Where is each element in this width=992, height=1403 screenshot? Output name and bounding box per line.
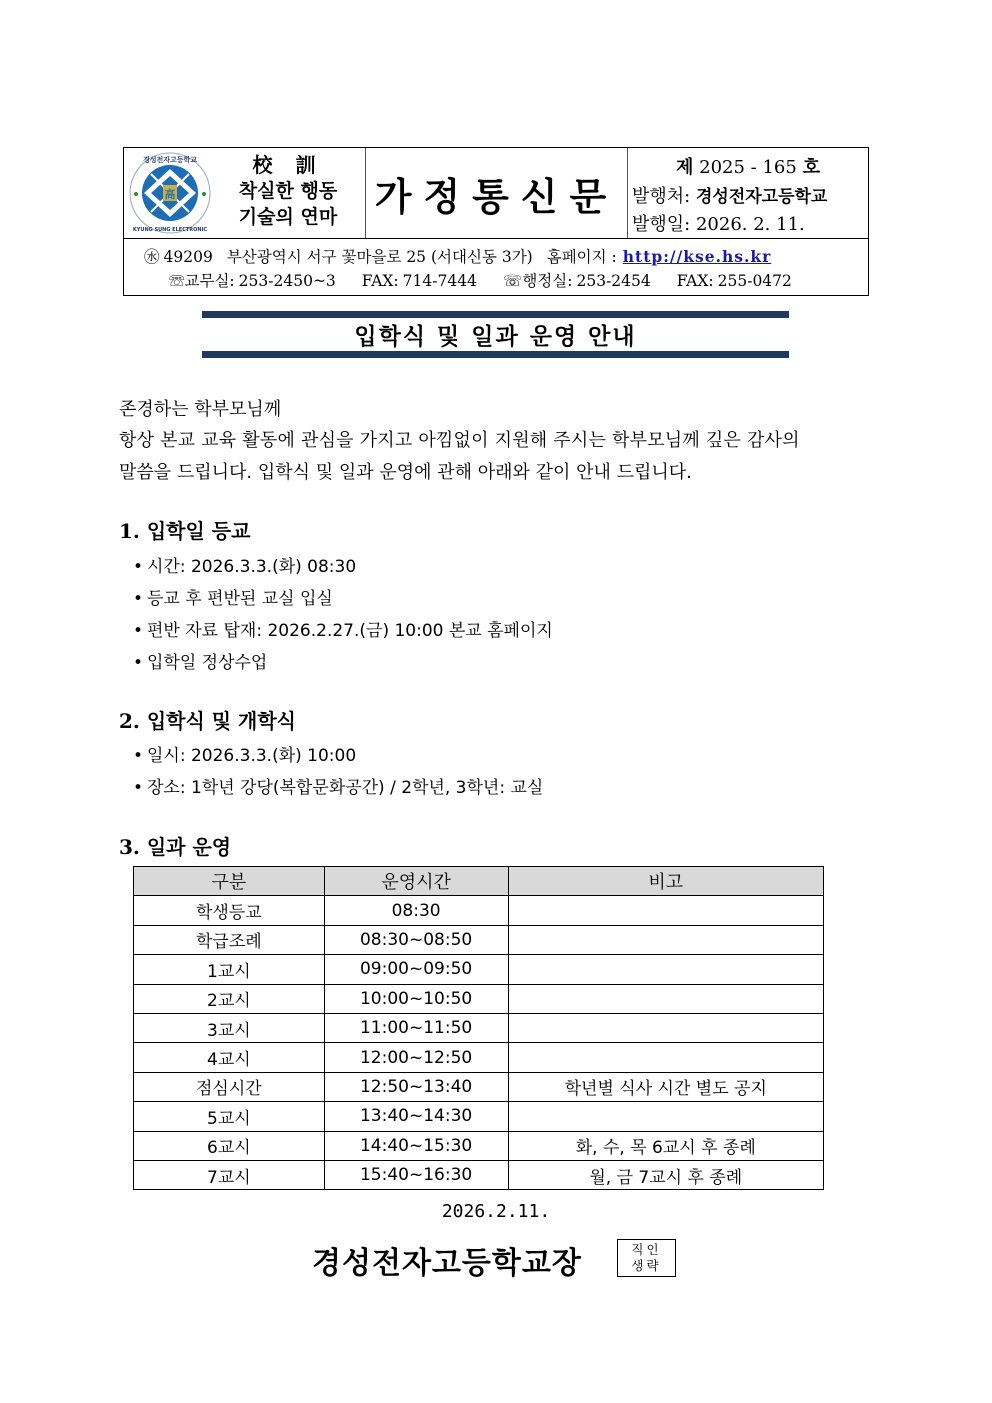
table-row xyxy=(134,1131,824,1160)
svg-text:高: 高 xyxy=(164,188,176,201)
greeting-line-2: 말씀을 드립니다. 입학식 및 일과 운영에 관해 아래와 같이 안내 드립니다. xyxy=(119,462,692,483)
issue-number xyxy=(628,153,868,179)
note-cell xyxy=(508,1102,823,1131)
contact-info xyxy=(124,239,868,295)
banner-top-bar xyxy=(202,311,789,318)
issue-meta xyxy=(628,148,868,238)
list-item xyxy=(133,773,543,798)
admin-fax: 255-0472 xyxy=(717,272,792,290)
bullet-icon: • xyxy=(133,557,144,577)
admin-office-phone: 253-2454 xyxy=(576,272,651,290)
list-item-text: 등교 후 편반된 교실 입실 xyxy=(147,589,333,609)
seal-line-2: 생략 xyxy=(631,1258,662,1273)
postal-code: 49209 xyxy=(163,248,213,266)
svg-text:경성전자고등학교: 경성전자고등학교 xyxy=(142,156,198,164)
list-item xyxy=(133,741,356,766)
bullet-icon: • xyxy=(133,653,144,673)
phone-icon: ☏ xyxy=(169,272,185,290)
salutation: 존경하는 학부모님께 xyxy=(119,399,282,420)
banner-bottom-bar xyxy=(202,351,789,358)
time-cell: 12:50~13:40 xyxy=(324,1072,508,1101)
official-seal-omitted xyxy=(617,1239,676,1277)
note-cell xyxy=(508,896,823,925)
list-item xyxy=(133,552,356,577)
column-header-period: 구분 xyxy=(134,867,325,896)
publisher xyxy=(632,182,827,208)
publish-date-value: 2026. 2. 11. xyxy=(695,214,805,235)
note-cell: 학년별 식사 시간 별도 공지 xyxy=(508,1072,823,1101)
svg-text:KYUNG SUNG ELECTRONIC: KYUNG SUNG ELECTRONIC xyxy=(132,227,208,233)
academic-fax-label: FAX: xyxy=(361,272,399,290)
note-cell xyxy=(508,1013,823,1042)
list-item-text: 장소: 1학년 강당(복합문화공간) / 2학년, 3학년: 교실 xyxy=(147,778,544,798)
period-cell: 6교시 xyxy=(134,1131,325,1160)
table-header-row xyxy=(134,867,824,896)
table-row xyxy=(134,1160,824,1189)
list-item-text: 편반 자료 탑재: 2026.2.27.(금) 10:00 본교 홈페이지 xyxy=(147,621,553,641)
school-motto xyxy=(220,152,356,230)
list-item-text: 입학일 정상수업 xyxy=(147,653,268,673)
issue-prefix: 제 xyxy=(676,157,694,178)
notice-title: 입학식 및 일과 운영 안내 xyxy=(354,324,637,350)
list-item xyxy=(133,584,333,609)
column-header-time: 운영시간 xyxy=(324,867,508,896)
principal-signature: 경성전자고등학교장 xyxy=(312,1246,582,1281)
time-cell: 08:30~08:50 xyxy=(324,925,508,954)
greeting-line-1: 항상 본교 교육 활동에 관심을 가지고 아낌없이 지원해 주시는 학부모님께 깊은 감사의 xyxy=(119,430,800,451)
bullet-icon: • xyxy=(133,621,144,641)
table-row xyxy=(134,1013,824,1042)
period-cell: 학급조례 xyxy=(134,925,325,954)
period-cell: 점심시간 xyxy=(134,1072,325,1101)
header-top-row xyxy=(124,148,868,239)
schedule-table xyxy=(133,866,824,1190)
note-cell xyxy=(508,925,823,954)
issue-number-value: 2025 - 165 xyxy=(699,157,797,178)
academic-fax: 714-7444 xyxy=(402,272,477,290)
time-cell: 12:00~12:50 xyxy=(324,1043,508,1072)
motto-line-1: 착실한 행동 xyxy=(238,180,338,202)
table-row xyxy=(134,1102,824,1131)
motto-line-2: 기술의 연마 xyxy=(238,206,338,228)
publish-date-label: 발행일: xyxy=(632,214,691,235)
address-line xyxy=(144,245,771,267)
list-item xyxy=(133,616,553,641)
publish-date xyxy=(632,210,805,236)
section-heading-1: 1. 입학일 등교 xyxy=(119,519,251,543)
list-item-text: 일시: 2026.3.3.(화) 10:00 xyxy=(147,746,357,766)
academic-office-phone: 253-2450~3 xyxy=(238,272,336,290)
table-row xyxy=(134,1043,824,1072)
issue-date-footer: 2026.2.11. xyxy=(441,1201,551,1222)
table-row xyxy=(134,984,824,1013)
table-row xyxy=(134,1072,824,1101)
list-item xyxy=(133,648,267,673)
note-cell: 화, 수, 목 6교시 후 종례 xyxy=(508,1131,823,1160)
table-row xyxy=(134,925,824,954)
school-emblem-icon xyxy=(129,152,211,234)
list-item-text: 시간: 2026.3.3.(화) 08:30 xyxy=(147,557,357,577)
time-cell: 08:30 xyxy=(324,896,508,925)
newsletter-header xyxy=(123,147,869,296)
table-row xyxy=(134,955,824,984)
seal-line-1: 직인 xyxy=(631,1242,662,1257)
motto-cell xyxy=(124,148,366,238)
period-cell: 2교시 xyxy=(134,984,325,1013)
time-cell: 14:40~15:30 xyxy=(324,1131,508,1160)
postal-icon: ㊌ xyxy=(144,248,160,266)
admin-office-label: 행정실: xyxy=(522,272,573,290)
time-cell: 11:00~11:50 xyxy=(324,1013,508,1042)
period-cell: 학생등교 xyxy=(134,896,325,925)
issue-suffix: 호 xyxy=(802,157,820,178)
section-heading-3: 3. 일과 운영 xyxy=(119,835,232,859)
phone-icon: ☏ xyxy=(502,272,523,290)
time-cell: 13:40~14:30 xyxy=(324,1102,508,1131)
note-cell xyxy=(508,955,823,984)
motto-title: 校 訓 xyxy=(252,153,324,177)
street-address: 부산광역시 서구 꽃마을로 25 (서대신동 3가) xyxy=(226,248,533,266)
phone-line xyxy=(169,269,806,291)
homepage-label: 홈페이지 : xyxy=(546,248,617,266)
time-cell: 09:00~09:50 xyxy=(324,955,508,984)
publisher-value: 경성전자고등학교 xyxy=(695,187,828,207)
section-heading-2: 2. 입학식 및 개학식 xyxy=(119,709,297,733)
bullet-icon: • xyxy=(133,778,144,798)
bullet-icon: • xyxy=(133,589,144,609)
period-cell: 4교시 xyxy=(134,1043,325,1072)
note-cell xyxy=(508,1043,823,1072)
note-cell xyxy=(508,984,823,1013)
period-cell: 5교시 xyxy=(134,1102,325,1131)
admin-fax-label: FAX: xyxy=(676,272,714,290)
time-cell: 10:00~10:50 xyxy=(324,984,508,1013)
period-cell: 7교시 xyxy=(134,1160,325,1189)
publisher-label: 발행처: xyxy=(632,186,691,207)
time-cell: 15:40~16:30 xyxy=(324,1160,508,1189)
homepage-link[interactable]: http://kse.hs.kr xyxy=(622,247,772,266)
period-cell: 3교시 xyxy=(134,1013,325,1042)
table-row xyxy=(134,896,824,925)
column-header-note: 비고 xyxy=(508,867,823,896)
academic-office-label: 교무실: xyxy=(184,272,235,290)
bullet-icon: • xyxy=(133,746,144,766)
document-title: 가정통신문 xyxy=(366,148,628,238)
period-cell: 1교시 xyxy=(134,955,325,984)
note-cell: 월, 금 7교시 후 종례 xyxy=(508,1160,823,1189)
